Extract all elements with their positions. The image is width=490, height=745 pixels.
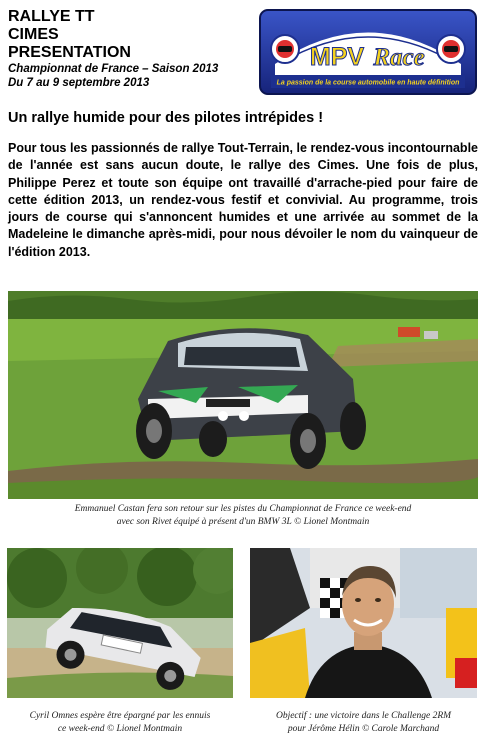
title-block (8, 8, 258, 90)
main-photo-caption (8, 503, 478, 529)
main-photo (8, 291, 478, 499)
title-line-3: PRESENTATION (8, 44, 131, 61)
right-caption-line-1: Objectif : une victoire dans le Challenge 2RM (275, 711, 452, 721)
helmet-right-icon (437, 35, 465, 63)
article-headline: Un rallye humide pour des pilotes intrépides ! (8, 110, 324, 126)
left-caption-line-2: ce week-end © Lionel Montmain (57, 724, 183, 734)
main-caption-line-2: avec son Rivet équipé à présent d'un BMW 3L © Lionel Montmain (116, 517, 370, 527)
mpv-race-logo (259, 9, 477, 95)
logo-brand-race: Race (373, 44, 425, 71)
left-photo (7, 548, 233, 698)
title-line-1: RALLYE TT (8, 8, 95, 25)
helmet-left-icon (271, 35, 299, 63)
title-line-2: CIMES (8, 26, 59, 43)
left-caption-line-1: Cyril Omnes espère être épargné par les ennuis (29, 711, 211, 721)
right-caption-line-2: pour Jérôme Hélin © Carole Marchand (287, 724, 440, 734)
right-photo-caption (250, 710, 477, 736)
left-photo-caption (7, 710, 233, 736)
right-photo (250, 548, 477, 698)
article-intro: Pour tous les passionnés de rallye Tout-Terrain, le rendez-vous incontournable de l'année est sans aucun doute, le rallye des Cimes. Une fois de plus, Philippe Perez et toute son équipe ont travaillé d'arrache-pied pour faire de cette édition 2013, un rendez-vous festif et convivial. Au programme, trois jours de course qui s'annoncent humides et une arrivée au sommet de la Madeleine le dimanche après-midi, pour nous dévoiler le nom du vainqueur de l'édition 2013. (8, 141, 478, 259)
main-caption-line-1: Emmanuel Castan fera son retour sur les pistes du Championnat de France ce week-end (74, 504, 412, 514)
logo-brand-mpv: MPV (309, 43, 365, 71)
logo-tagline: La passion de la course automobile en haute définition (276, 79, 460, 87)
subtitle-dates: Du 7 au 9 septembre 2013 (8, 77, 150, 89)
subtitle-season: Championnat de France – Saison 2013 (8, 63, 219, 75)
